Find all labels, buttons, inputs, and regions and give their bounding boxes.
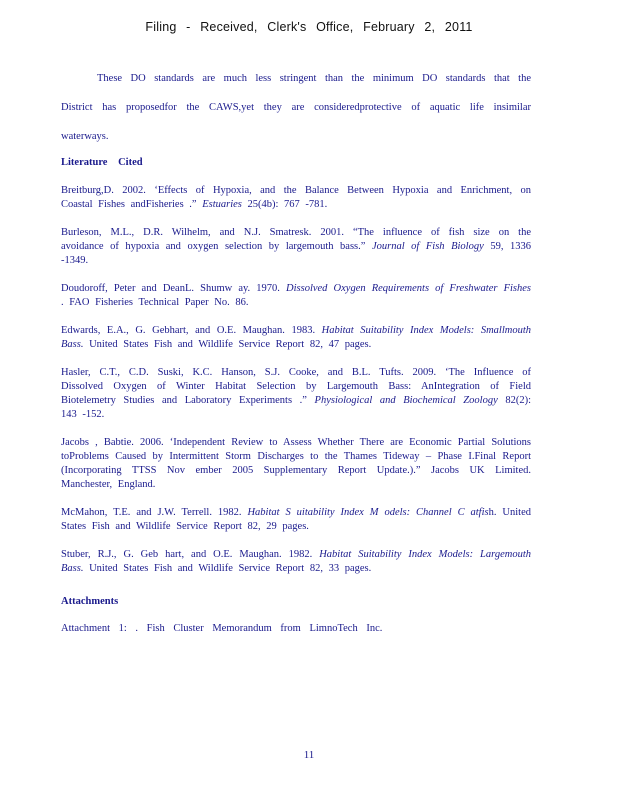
intro-line: These DO standards are much less stringent than the minimum DO standards that the <box>97 73 531 84</box>
intro-line: waterways. <box>61 131 109 142</box>
intro-line: District has proposedfor the CAWS,yet they are consideredprotective of aquatic life insimilar <box>61 102 531 113</box>
reference-entry: Burleson, M.L., D.R. Wilhelm, and N.J. Smatresk. 2001. “The influence of fish size on the avoidance of hypoxia and oxygen selection by largemouth bass.” Journal of Fish Biology 59, 1336 -1349. <box>61 227 531 266</box>
reference-entry: Stuber, R.J., G. Geb hart, and O.E. Maughan. 1982. Habitat Suitability Index Models: Largemouth Bass. United States Fish and Wildlife Service Report 82, 33 pages. <box>61 549 531 574</box>
reference-entry: Edwards, E.A., G. Gebhart, and O.E. Maughan. 1983. Habitat Suitability Index Models: Smallmouth Bass. United States Fish and Wildlife Service Report 82, 47 pages. <box>61 325 531 350</box>
filing-header: Filing - Received, Clerk's Office, February 2, 2011 <box>145 20 473 34</box>
references-list <box>61 184 531 590</box>
reference-entry: McMahon, T.E. and J.W. Terrell. 1982. Habitat S uitability Index M odels: Channel C atfish. United States Fish and Wildlife Service Report 82, 29 pages. <box>61 507 532 532</box>
reference-entry: Jacobs , Babtie. 2006. ‘Independent Review to Assess Whether There are Economic Partial Solutions toProblems Caused by Intermittent Storm Discharges to the Thames Tideway – Phase I.Final Report (Incorporating TTSS Nov ember 2005 Supplementary Report Update.).” Jacobs UK Limited. Manchester, England. <box>61 437 531 490</box>
reference-entry: Doudoroff, Peter and DeanL. Shumw ay. 1970. Dissolved Oxygen Requirements of Freshwater Fishes . FAO Fisheries Technical Paper No. 86. <box>61 283 531 308</box>
reference-entry: Breitburg,D. 2002. ‘Effects of Hypoxia, and the Balance Between Hypoxia and Enrichment, on Coastal Fishes andFisheries .” Estuaries 25(4b): 767 -781. <box>61 185 531 210</box>
literature-cited-heading: Literature Cited <box>61 157 143 168</box>
attachments-heading: Attachments <box>61 596 119 607</box>
attachment-item: Attachment 1: . Fish Cluster Memorandum from LimnoTech Inc. <box>61 623 383 634</box>
intro-paragraph <box>61 72 531 159</box>
page-number: 11 <box>303 749 315 761</box>
reference-entry: Hasler, C.T., C.D. Suski, K.C. Hanson, S.J. Cooke, and B.L. Tufts. 2009. ‘The Influence of Dissolved Oxygen of Winter Habitat Selection by Largemouth Bass: AnIntegration of Field Biotelemetry Studies and Laboratory Experiments .” Physiological and Biochemical Zoology 82(2): 143 -152. <box>61 367 531 420</box>
